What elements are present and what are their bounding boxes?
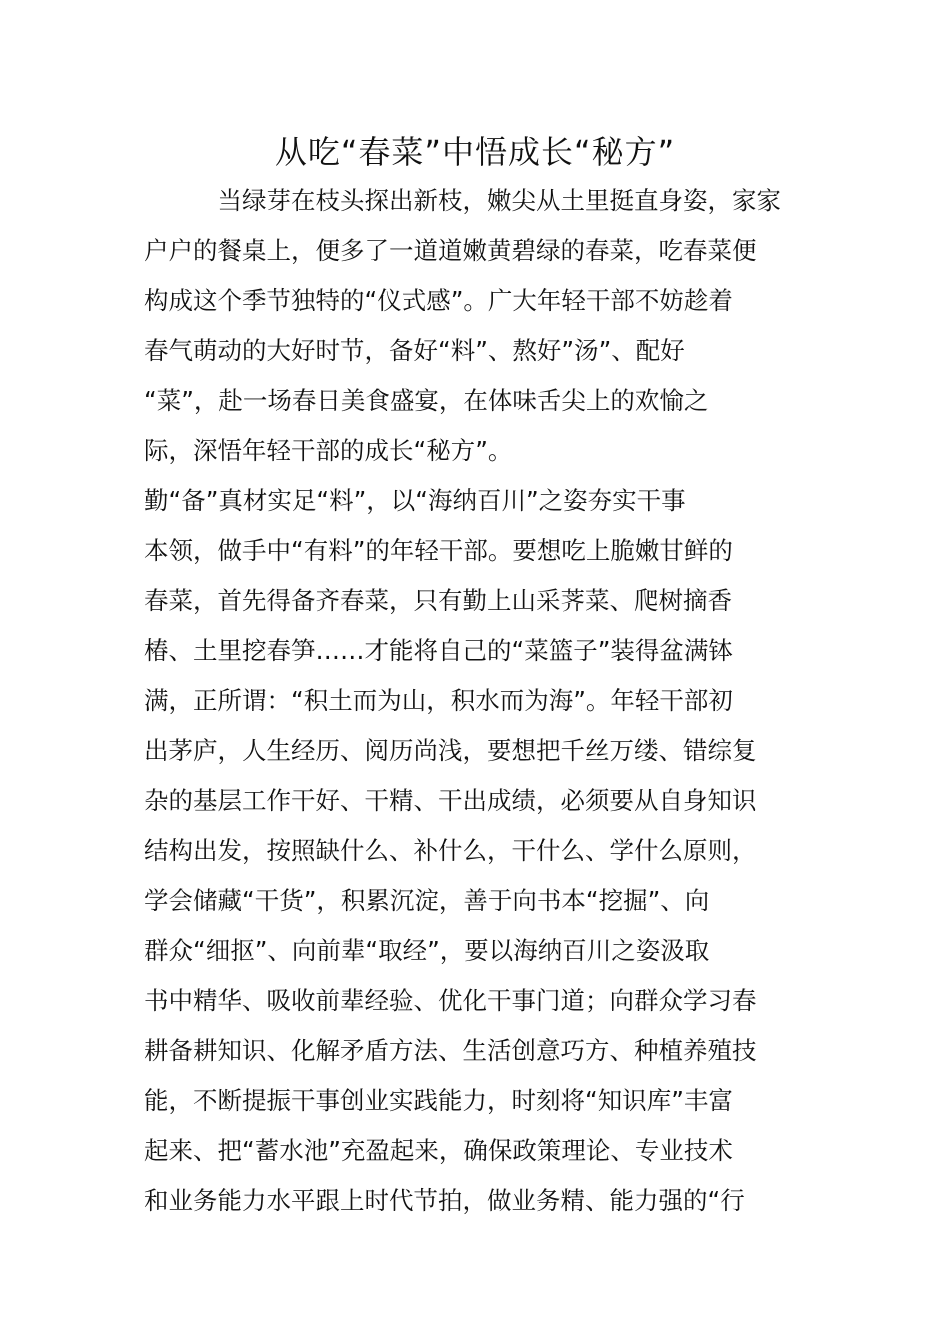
body-line: 当绿芽在枝头探出新枝，嫩尖从土里挺直身姿，家家 bbox=[144, 186, 781, 215]
body-line: 春气萌动的大好时节，备好“料”、熬好”汤”、配好 bbox=[144, 336, 685, 365]
body-line: 际，深悟年轻干部的成长“秘方”。 bbox=[144, 436, 513, 465]
body-line: 耕备耕知识、化解矛盾方法、生活创意巧方、种植养殖技 bbox=[144, 1036, 757, 1065]
body-line: 能，不断提振干事创业实践能力，时刻将“知识库”丰富 bbox=[144, 1086, 733, 1115]
document-title: 从吃“春菜”中悟成长“秘方” bbox=[274, 133, 676, 171]
body-line: 书中精华、吸收前辈经验、优化干事门道；向群众学习春 bbox=[144, 986, 757, 1015]
body-line: 本领，做手中“有料”的年轻干部。要想吃上脆嫩甘鲜的 bbox=[144, 536, 733, 565]
body-line: 和业务能力水平跟上时代节拍，做业务精、能力强的“行 bbox=[144, 1186, 745, 1215]
body-line: 杂的基层工作干好、干精、干出成绩，必须要从自身知识 bbox=[144, 786, 757, 815]
body-line: 户户的餐桌上，便多了一道道嫩黄碧绿的春菜，吃春菜便 bbox=[144, 236, 757, 265]
body-line: 学会储藏“干货”，积累沉淀，善于向书本“挖掘”、向 bbox=[144, 886, 710, 915]
document-body bbox=[144, 176, 814, 1226]
body-line: 构成这个季节独特的“仪式感”。广大年轻干部不妨趁着 bbox=[144, 286, 733, 315]
body-line: 春菜，首先得备齐春菜，只有勤上山采荠菜、爬树摘香 bbox=[144, 586, 732, 615]
body-line: 起来、把“蓄水池”充盈起来，确保政策理论、专业技术 bbox=[144, 1136, 733, 1165]
body-line: 椿、土里挖春笋……才能将自己的“菜篮子”装得盆满钵 bbox=[144, 636, 733, 665]
body-line: 出茅庐，人生经历、阅历尚浅，要想把千丝万缕、错综复 bbox=[144, 736, 757, 765]
body-line: 勤“备”真材实足“料”，以“海纳百川”之姿夯实干事 bbox=[144, 486, 686, 515]
body-line: 群众“细抠”、向前辈“取经”，要以海纳百川之姿汲取 bbox=[144, 936, 710, 965]
body-line: 结构出发，按照缺什么、补什么，干什么、学什么原则， bbox=[144, 836, 757, 865]
body-line: 满，正所谓：“积土而为山，积水而为海”。年轻干部初 bbox=[144, 686, 733, 715]
body-line: “菜”，赴一场春日美食盛宴，在体味舌尖上的欢愉之 bbox=[144, 386, 709, 415]
